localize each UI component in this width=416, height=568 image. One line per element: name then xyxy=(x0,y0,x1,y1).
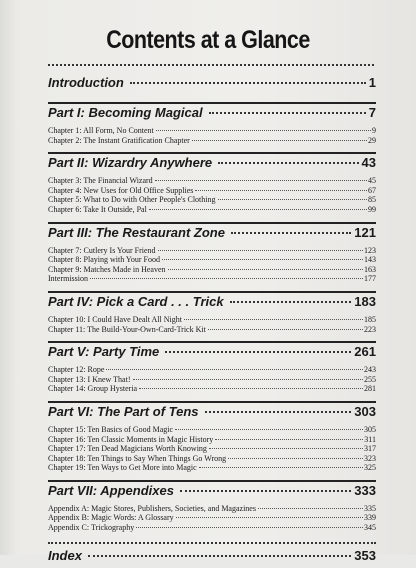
intro-entry xyxy=(48,75,376,95)
chapter-page: 255 xyxy=(364,374,376,384)
part-label: Part VII: Appendixes xyxy=(48,482,174,498)
part-heading xyxy=(48,483,376,503)
part-page: 121 xyxy=(354,224,376,240)
leader-dots xyxy=(175,429,363,430)
part-page: 303 xyxy=(354,403,376,419)
chapter-label: Intermission xyxy=(48,274,88,284)
chapter-label: Chapter 2: The Instant Gratification Chapter xyxy=(48,135,190,145)
chapter-label: Chapter 11: The Build-Your-Own-Card-Trick Kit xyxy=(48,324,206,334)
part-heading xyxy=(48,404,376,424)
chapter-page: 339 xyxy=(364,513,376,523)
chapter-page: 143 xyxy=(364,255,376,265)
chapter-page: 243 xyxy=(364,365,376,375)
chapter-label: Chapter 8: Playing with Your Food xyxy=(48,255,161,265)
leader-dots xyxy=(180,490,351,492)
leader-dots xyxy=(209,112,366,114)
chapter-entry xyxy=(48,315,376,325)
part-section xyxy=(48,291,376,334)
chapter-label: Chapter 18: Ten Things to Say When Things Go Wrong xyxy=(48,453,227,463)
chapter-page: 45 xyxy=(368,176,376,186)
part-heading xyxy=(48,105,376,125)
chapter-page: 223 xyxy=(364,324,376,334)
chapter-page: 85 xyxy=(368,195,376,205)
chapter-label: Chapter 5: What to Do with Other People's Clothing xyxy=(48,195,216,205)
dotted-divider xyxy=(48,64,374,66)
chapter-page: 281 xyxy=(364,384,376,394)
part-label: Part I: Becoming Magical xyxy=(48,105,203,120)
leader-dots xyxy=(149,209,367,210)
leader-dots xyxy=(215,439,363,440)
leader-dots xyxy=(228,458,363,459)
chapter-page: 335 xyxy=(364,503,376,513)
part-section xyxy=(48,341,376,394)
leader-dots xyxy=(162,259,363,260)
leader-dots xyxy=(230,301,352,303)
leader-dots xyxy=(136,527,363,528)
leader-dots xyxy=(176,517,363,518)
chapter-label: Chapter 3: The Financial Wizard xyxy=(48,176,153,186)
chapter-list xyxy=(48,176,376,214)
index-entry xyxy=(48,548,376,568)
leader-dots xyxy=(209,448,363,449)
part-heading xyxy=(48,294,376,314)
leader-dots xyxy=(208,329,363,330)
leader-dots xyxy=(205,411,352,413)
leader-dots xyxy=(165,351,351,353)
chapter-page: 325 xyxy=(364,463,376,473)
leader-dots xyxy=(106,369,363,370)
page-title: Contents at a Glance xyxy=(106,26,310,54)
chapter-entry xyxy=(48,195,376,205)
chapter-page: 185 xyxy=(364,314,376,324)
leader-dots xyxy=(133,379,364,380)
chapter-label: Chapter 4: New Uses for Old Office Supplies xyxy=(48,185,194,195)
chapter-entry xyxy=(48,136,376,146)
part-section xyxy=(48,222,376,284)
leader-dots xyxy=(195,190,367,191)
chapter-entry xyxy=(48,523,376,533)
part-label: Part IV: Pick a Card . . . Trick xyxy=(48,293,224,309)
part-heading xyxy=(48,155,376,175)
chapter-page: 317 xyxy=(364,444,376,454)
chapter-entry xyxy=(48,126,376,136)
chapter-label: Appendix B: Magic Words: A Glossary xyxy=(48,513,174,523)
chapter-label: Chapter 1: All Form, No Content xyxy=(48,126,154,135)
chapter-page: 323 xyxy=(364,453,376,463)
leader-dots xyxy=(192,140,367,141)
entry-page: 353 xyxy=(354,547,376,563)
entry-page: 1 xyxy=(368,75,376,90)
chapter-label: Chapter 7: Cutlery Is Your Friend xyxy=(48,245,156,255)
part-label: Part II: Wizardry Anywhere xyxy=(48,155,213,171)
chapter-entry xyxy=(48,176,376,186)
part-heading xyxy=(48,344,376,364)
chapter-entry xyxy=(48,265,376,275)
chapter-entry xyxy=(48,504,376,514)
chapter-label: Chapter 12: Rope xyxy=(48,365,105,375)
chapter-page: 163 xyxy=(364,264,376,274)
leader-dots xyxy=(155,180,367,181)
leader-dots xyxy=(139,388,363,389)
part-label: Part III: The Restaurant Zone xyxy=(48,224,225,240)
leader-dots xyxy=(184,319,363,320)
leader-dots xyxy=(218,162,358,164)
chapter-entry xyxy=(48,463,376,473)
chapter-label: Chapter 19: Ten Ways to Get More into Magic xyxy=(48,463,197,473)
chapter-label: Appendix C: Trickography xyxy=(48,523,135,533)
part-page: 43 xyxy=(361,155,376,171)
chapter-label: Chapter 14: Group Hysteria xyxy=(48,384,138,394)
chapter-label: Chapter 9: Matches Made in Heaven xyxy=(48,264,166,274)
chapter-page: 305 xyxy=(364,424,376,434)
chapter-page: 345 xyxy=(364,523,376,533)
leader-dots xyxy=(258,508,363,509)
chapter-entry xyxy=(48,205,376,215)
chapter-page: 29 xyxy=(368,135,376,145)
leader-dots xyxy=(218,199,368,200)
chapter-label: Chapter 13: I Knew That! xyxy=(48,374,131,384)
leader-dots xyxy=(90,278,363,279)
chapter-list xyxy=(48,246,376,284)
part-page: 261 xyxy=(354,344,376,360)
chapter-entry xyxy=(48,246,376,256)
chapter-entry xyxy=(48,375,376,385)
chapter-label: Chapter 10: I Could Have Dealt All Night xyxy=(48,314,182,324)
chapter-entry xyxy=(48,435,376,445)
part-section xyxy=(48,480,376,533)
chapter-list xyxy=(48,315,376,334)
chapter-entry xyxy=(48,425,376,435)
chapter-list xyxy=(48,504,376,533)
chapter-entry xyxy=(48,444,376,454)
chapter-entry xyxy=(48,384,376,394)
part-page: 183 xyxy=(354,293,376,309)
chapter-label: Chapter 6: Take It Outside, Pal xyxy=(48,204,147,214)
intro-section xyxy=(48,74,376,95)
chapter-label: Chapter 16: Ten Classic Moments in Magic History xyxy=(48,434,214,444)
chapter-entry xyxy=(48,186,376,196)
table-of-contents xyxy=(48,72,376,568)
leader-dots xyxy=(158,250,363,251)
part-page: 333 xyxy=(354,482,376,498)
chapter-entry xyxy=(48,325,376,335)
chapter-entry xyxy=(48,255,376,265)
chapter-page: 123 xyxy=(364,245,376,255)
part-section xyxy=(48,102,376,145)
chapter-label: Appendix A: Magic Stores, Publishers, Societies, and Magazines xyxy=(48,503,256,513)
chapter-page: 99 xyxy=(368,204,376,214)
part-heading xyxy=(48,225,376,245)
chapter-page: 177 xyxy=(364,274,376,284)
chapter-list xyxy=(48,365,376,394)
chapter-label: Chapter 17: Ten Dead Magicians Worth Knowing xyxy=(48,444,207,454)
part-section xyxy=(48,401,376,473)
leader-dots xyxy=(130,82,366,84)
part-section xyxy=(48,152,376,214)
entry-label: Introduction xyxy=(48,75,124,90)
leader-dots xyxy=(168,269,363,270)
leader-dots xyxy=(199,467,363,468)
part-page: 7 xyxy=(368,105,376,120)
chapter-page: 67 xyxy=(368,185,376,195)
chapter-page: 9 xyxy=(372,126,376,135)
chapter-list xyxy=(48,126,376,145)
leader-dots xyxy=(231,232,351,234)
chapter-label: Chapter 15: Ten Basics of Good Magic xyxy=(48,424,174,434)
chapter-list xyxy=(48,425,376,473)
entry-label: Index xyxy=(48,547,82,563)
chapter-entry xyxy=(48,454,376,464)
chapter-entry xyxy=(48,513,376,523)
leader-dots xyxy=(156,130,371,131)
chapter-page: 311 xyxy=(364,434,376,444)
chapter-entry xyxy=(48,365,376,375)
chapter-entry xyxy=(48,274,376,284)
part-label: Part V: Party Time xyxy=(48,344,160,360)
part-label: Part VI: The Part of Tens xyxy=(48,403,199,419)
